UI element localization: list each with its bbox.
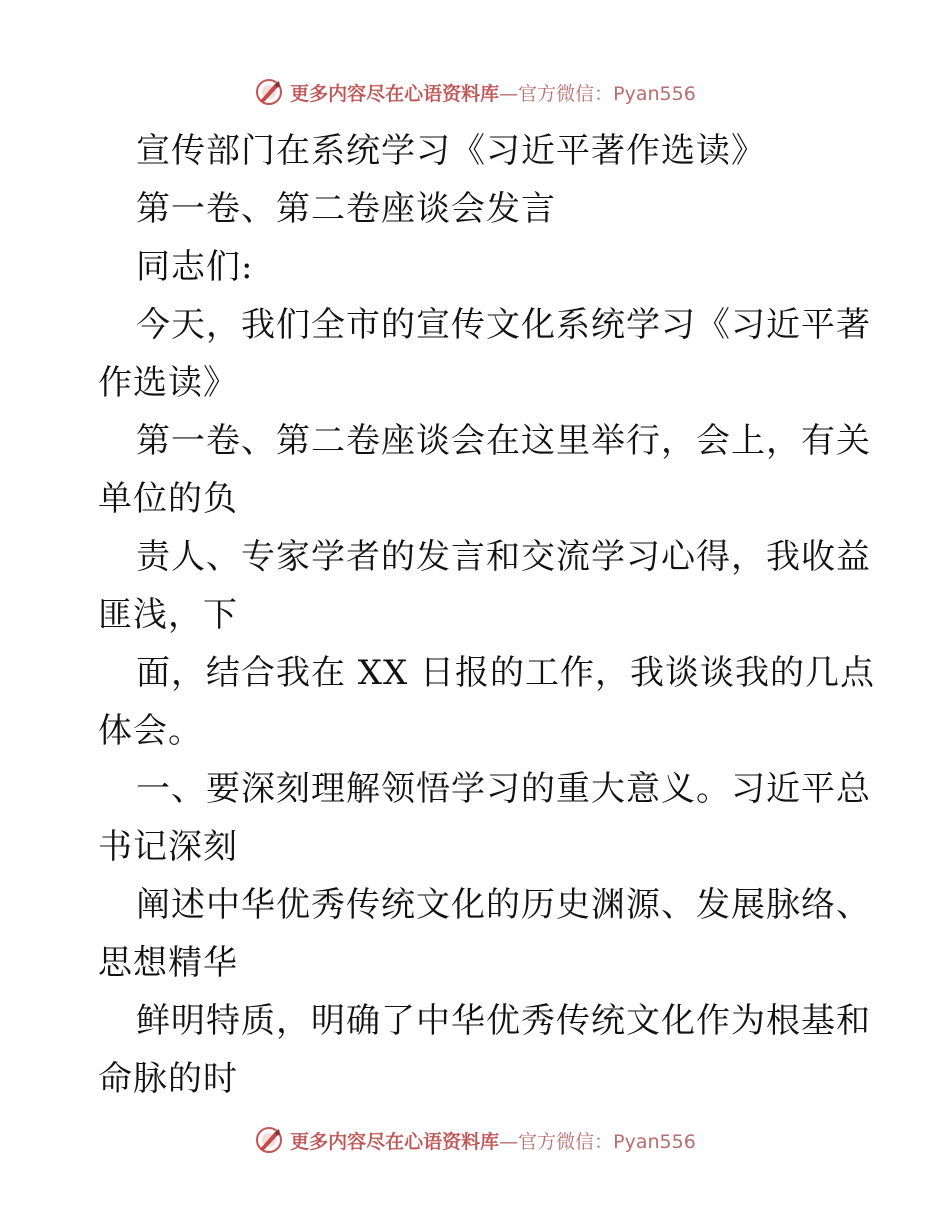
text-line: 面，结合我在 XX 日报的工作，我谈谈我的几点 xyxy=(136,653,876,693)
text-line: 体会。 xyxy=(98,711,203,751)
text-line: 作选读》 xyxy=(98,363,238,403)
text-line: 第一卷、第二卷座谈会在这里举行，会上，有关 xyxy=(136,421,871,461)
watermark-text xyxy=(290,1127,696,1154)
pen-logo-icon xyxy=(254,77,284,107)
watermark-banner-top xyxy=(0,72,950,112)
text-line: 书记深刻 xyxy=(98,827,238,867)
pen-logo-icon xyxy=(254,1125,284,1155)
document-body xyxy=(98,122,876,1108)
text-line: 责人、专家学者的发言和交流学习心得，我收益 xyxy=(136,537,871,577)
text-line: 阐述中华优秀传统文化的历史渊源、发展脉络、 xyxy=(136,885,871,925)
watermark-banner-bottom xyxy=(0,1120,950,1160)
watermark-wechat: —官方微信：Pyan556 xyxy=(499,82,696,105)
text-line: 一、要深刻理解领悟学习的重大意义。习近平总 xyxy=(136,769,871,809)
text-line: 思想精华 xyxy=(98,943,238,983)
text-line: 鲜明特质，明确了中华优秀传统文化作为根基和 xyxy=(136,1001,871,1041)
text-line: 宣传部门在系统学习《习近平著作选读》 xyxy=(136,131,766,171)
watermark-strong: 更多内容尽在心语资料库 xyxy=(290,82,500,105)
watermark-text xyxy=(290,79,696,106)
text-line: 命脉的时 xyxy=(98,1059,238,1099)
watermark-wechat: —官方微信：Pyan556 xyxy=(499,1130,696,1153)
text-line: 今天，我们全市的宣传文化系统学习《习近平著 xyxy=(136,305,871,345)
text-line: 同志们: xyxy=(136,247,254,287)
text-line: 匪浅，下 xyxy=(98,595,238,635)
text-line: 第一卷、第二卷座谈会发言 xyxy=(136,189,556,229)
text-line: 单位的负 xyxy=(98,479,238,519)
watermark-strong: 更多内容尽在心语资料库 xyxy=(290,1130,500,1153)
